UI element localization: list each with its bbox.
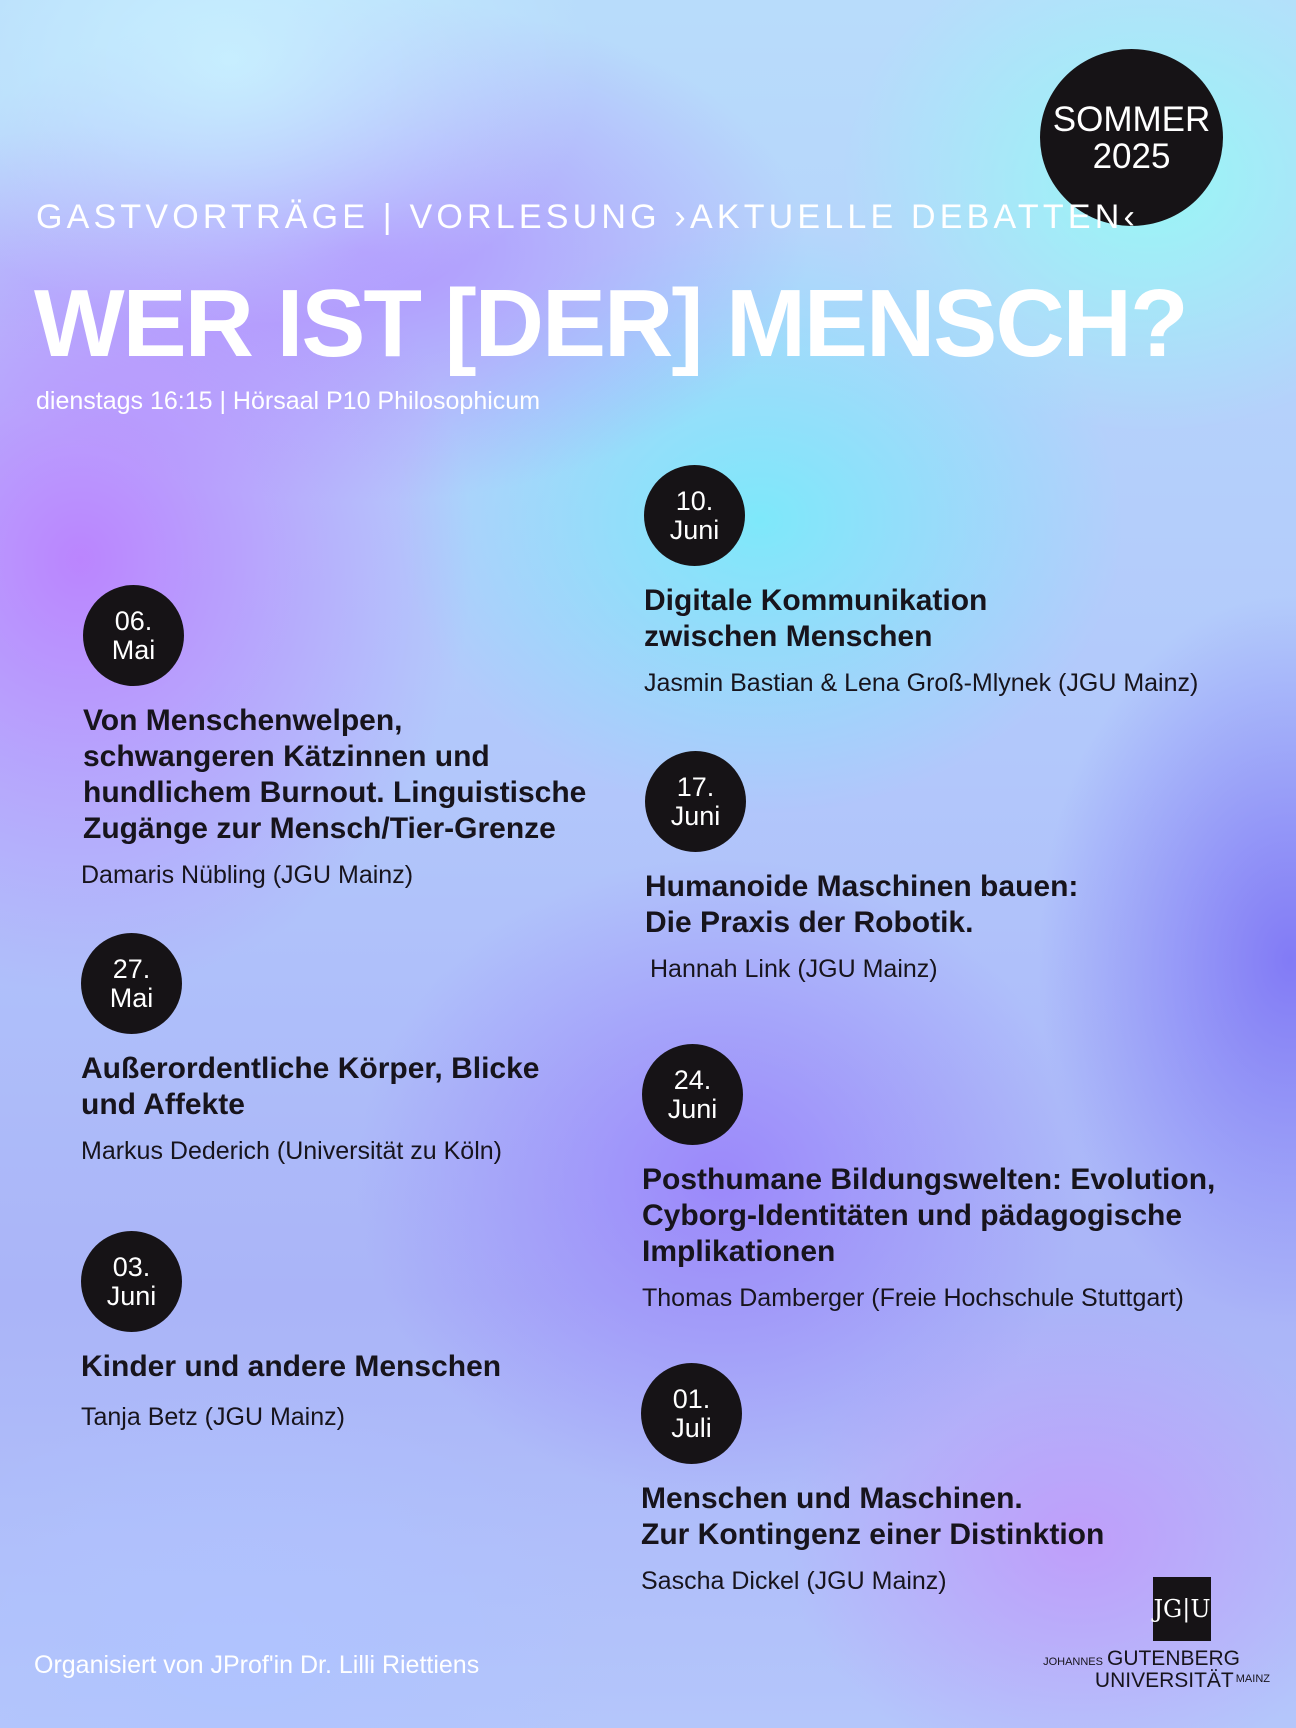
event-title-line: hundlichem Burnout. Linguistische	[83, 776, 587, 809]
date-badge	[81, 933, 182, 1034]
logo-universitaet: UNIVERSITÄT	[1094, 1669, 1234, 1692]
event-title	[641, 1481, 1261, 1553]
event-card	[81, 933, 601, 1166]
date-month: Mai	[109, 982, 154, 1013]
event-title-line: Kinder und andere Menschen	[81, 1350, 502, 1383]
date-day: 17.	[676, 771, 715, 802]
event-speaker: Jasmin Bastian & Lena Groß-Mlynek (JGU Mainz)	[644, 669, 1199, 697]
organizer-credit: Organisiert von JProf'in Dr. Lilli Riettiens	[34, 1651, 480, 1679]
event-title	[642, 1162, 1282, 1270]
event-title-line: schwangeren Kätzinnen und	[83, 740, 490, 773]
event-title	[81, 1051, 601, 1123]
date-day: 10.	[675, 485, 714, 516]
event-speaker: Hannah Link (JGU Mainz)	[650, 955, 938, 983]
event-card	[641, 1363, 1261, 1596]
event-title	[645, 869, 1265, 941]
logo-name-line2	[1095, 1669, 1270, 1693]
event-title-line: Zur Kontingenz einer Distinktion	[641, 1518, 1105, 1551]
event-title-line: Humanoide Maschinen bauen:	[645, 870, 1079, 903]
date-day: 06.	[114, 605, 153, 636]
university-logo	[1043, 1577, 1270, 1695]
event-title-line: zwischen Menschen	[644, 620, 933, 653]
date-month: Juni	[669, 514, 720, 545]
page-title: WER IST [DER] MENSCH?	[34, 270, 1187, 377]
date-badge	[645, 751, 746, 852]
logo-mainz: MAINZ	[1235, 1673, 1270, 1685]
event-title-line: Von Menschenwelpen,	[83, 704, 403, 737]
date-badge	[83, 585, 184, 686]
event-title-line: Zugänge zur Mensch/Tier-Grenze	[83, 812, 556, 845]
date-day: 03.	[112, 1251, 151, 1282]
event-speaker: Markus Dederich (Universität zu Köln)	[81, 1137, 502, 1165]
event-title-line: Menschen und Maschinen.	[641, 1482, 1023, 1515]
event-title-line: Die Praxis der Robotik.	[645, 906, 974, 939]
event-card	[81, 1231, 601, 1432]
date-day: 01.	[672, 1383, 711, 1414]
event-card	[642, 1044, 1282, 1313]
event-title-line: und Affekte	[81, 1088, 245, 1121]
date-month: Juni	[667, 1093, 718, 1124]
event-card	[645, 751, 1265, 984]
event-title-line: Cyborg-Identitäten und pädagogische	[642, 1199, 1183, 1232]
event-card	[644, 465, 1264, 698]
season-year: 2025	[1092, 136, 1171, 176]
event-card	[83, 585, 603, 890]
event-title-line: Außerordentliche Körper, Blicke	[81, 1052, 540, 1085]
schedule-location: dienstags 16:15 | Hörsaal P10 Philosophicum	[36, 387, 541, 415]
date-month: Juni	[670, 800, 721, 831]
logo-johannes: JOHANNES	[1043, 1656, 1103, 1668]
date-badge	[641, 1363, 742, 1464]
date-day: 24.	[673, 1064, 712, 1095]
event-title	[644, 583, 1264, 655]
event-title-line: Posthumane Bildungswelten: Evolution,	[642, 1163, 1216, 1196]
event-speaker: Tanja Betz (JGU Mainz)	[81, 1403, 345, 1431]
event-title	[81, 1349, 601, 1385]
date-badge	[644, 465, 745, 566]
logo-name-line1	[1043, 1647, 1240, 1671]
date-month: Mai	[111, 634, 156, 665]
logo-gutenberg: GUTENBERG	[1106, 1647, 1240, 1670]
event-speaker: Thomas Damberger (Freie Hochschule Stuttgart)	[642, 1284, 1184, 1312]
date-day: 27.	[112, 953, 151, 984]
event-speaker: Sascha Dickel (JGU Mainz)	[641, 1567, 947, 1595]
event-title-line: Implikationen	[642, 1235, 836, 1268]
logo-mark: JG|U	[1153, 1577, 1211, 1641]
event-title	[83, 703, 603, 847]
event-title-line: Digitale Kommunikation	[644, 584, 988, 617]
date-badge	[81, 1231, 182, 1332]
season-label: SOMMER	[1052, 99, 1211, 139]
event-speaker: Damaris Nübling (JGU Mainz)	[81, 861, 414, 889]
date-month: Juli	[671, 1412, 712, 1443]
date-month: Juni	[106, 1280, 157, 1311]
series-kicker: GASTVORTRÄGE | VORLESUNG ›AKTUELLE DEBATTEN‹	[36, 198, 1139, 236]
date-badge	[642, 1044, 743, 1145]
